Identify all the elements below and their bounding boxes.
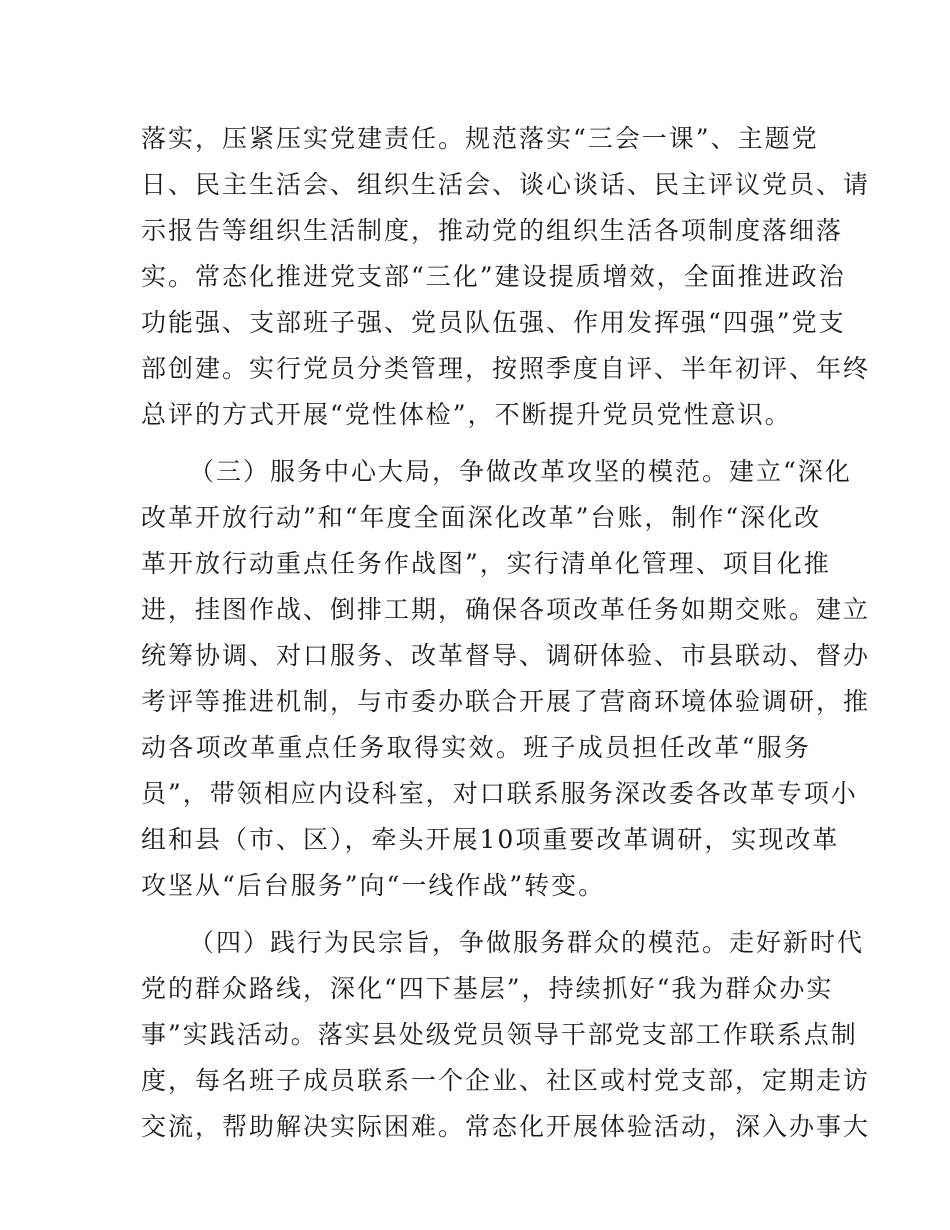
body-text <box>141 116 871 1150</box>
text-line: 交流，帮助解决实际困难。常态化开展体验活动，深入办事大 <box>141 1112 871 1141</box>
text-line: 组和县（市、区），牵头开展10项重要改革调研，实现改革 <box>141 825 840 854</box>
text-line: 攻坚从“后台服务”向“一线作战”转变。 <box>141 871 606 900</box>
text-line: 进，挂图作战、倒排工期，确保各项改革任务如期交账。建立 <box>141 595 871 624</box>
text-line: 考评等推进机制，与市委办联合开展了营商环境体验调研，推 <box>141 687 871 716</box>
text-line: 落实，压紧压实党建责任。规范落实“三会一课”、主题党 <box>141 124 819 153</box>
text-line: 事”实践活动。落实县处级党员领导干部党支部工作联系点制 <box>141 1020 858 1049</box>
text-line: 实。常态化推进党支部“三化”建设提质增效，全面推进政治 <box>141 262 846 291</box>
text-line: （三）服务中心大局，争做改革攻坚的模范。建立“深化 <box>189 457 852 486</box>
text-line: 总评的方式开展“党性体检”，不断提升党员党性意识。 <box>141 400 792 429</box>
text-line: 动各项改革重点任务取得实效。班子成员担任改革“服务 <box>141 733 811 762</box>
text-line: （四）践行为民宗旨，争做服务群众的模范。走好新时代 <box>189 928 865 957</box>
text-line: 度，每名班子成员联系一个企业、社区或村党支部，定期走访 <box>141 1066 871 1095</box>
paragraph-gap <box>141 909 811 920</box>
paragraph-2 <box>141 449 871 909</box>
text-line: 示报告等组织生活制度，推动党的组织生活各项制度落细落 <box>141 216 844 245</box>
paragraph-1 <box>141 116 871 438</box>
text-line: 员”，带领相应内设科室，对口联系服务深改委各改革专项小 <box>141 779 858 808</box>
text-line: 党的群众路线，深化“四下基层”，持续抓好“我为群众办实 <box>141 974 834 1003</box>
text-line: 革开放行动重点任务作战图”，实行清单化管理、项目化推 <box>141 549 831 578</box>
text-line: 日、民主生活会、组织生活会、谈心谈话、民主评议党员、请 <box>141 170 871 199</box>
text-line: 改革开放行动”和“年度全面深化改革”台账，制作“深化改 <box>141 503 822 532</box>
text-line: 功能强、支部班子强、党员队伍强、作用发挥强“四强”党支 <box>141 308 846 337</box>
paragraph-gap <box>141 438 811 449</box>
text-line: 部创建。实行党员分类管理，按照季度自评、半年初评、年终 <box>141 354 871 383</box>
text-line: 统筹协调、对口服务、改革督导、调研体验、市县联动、督办 <box>141 641 871 670</box>
paragraph-3 <box>141 920 871 1150</box>
